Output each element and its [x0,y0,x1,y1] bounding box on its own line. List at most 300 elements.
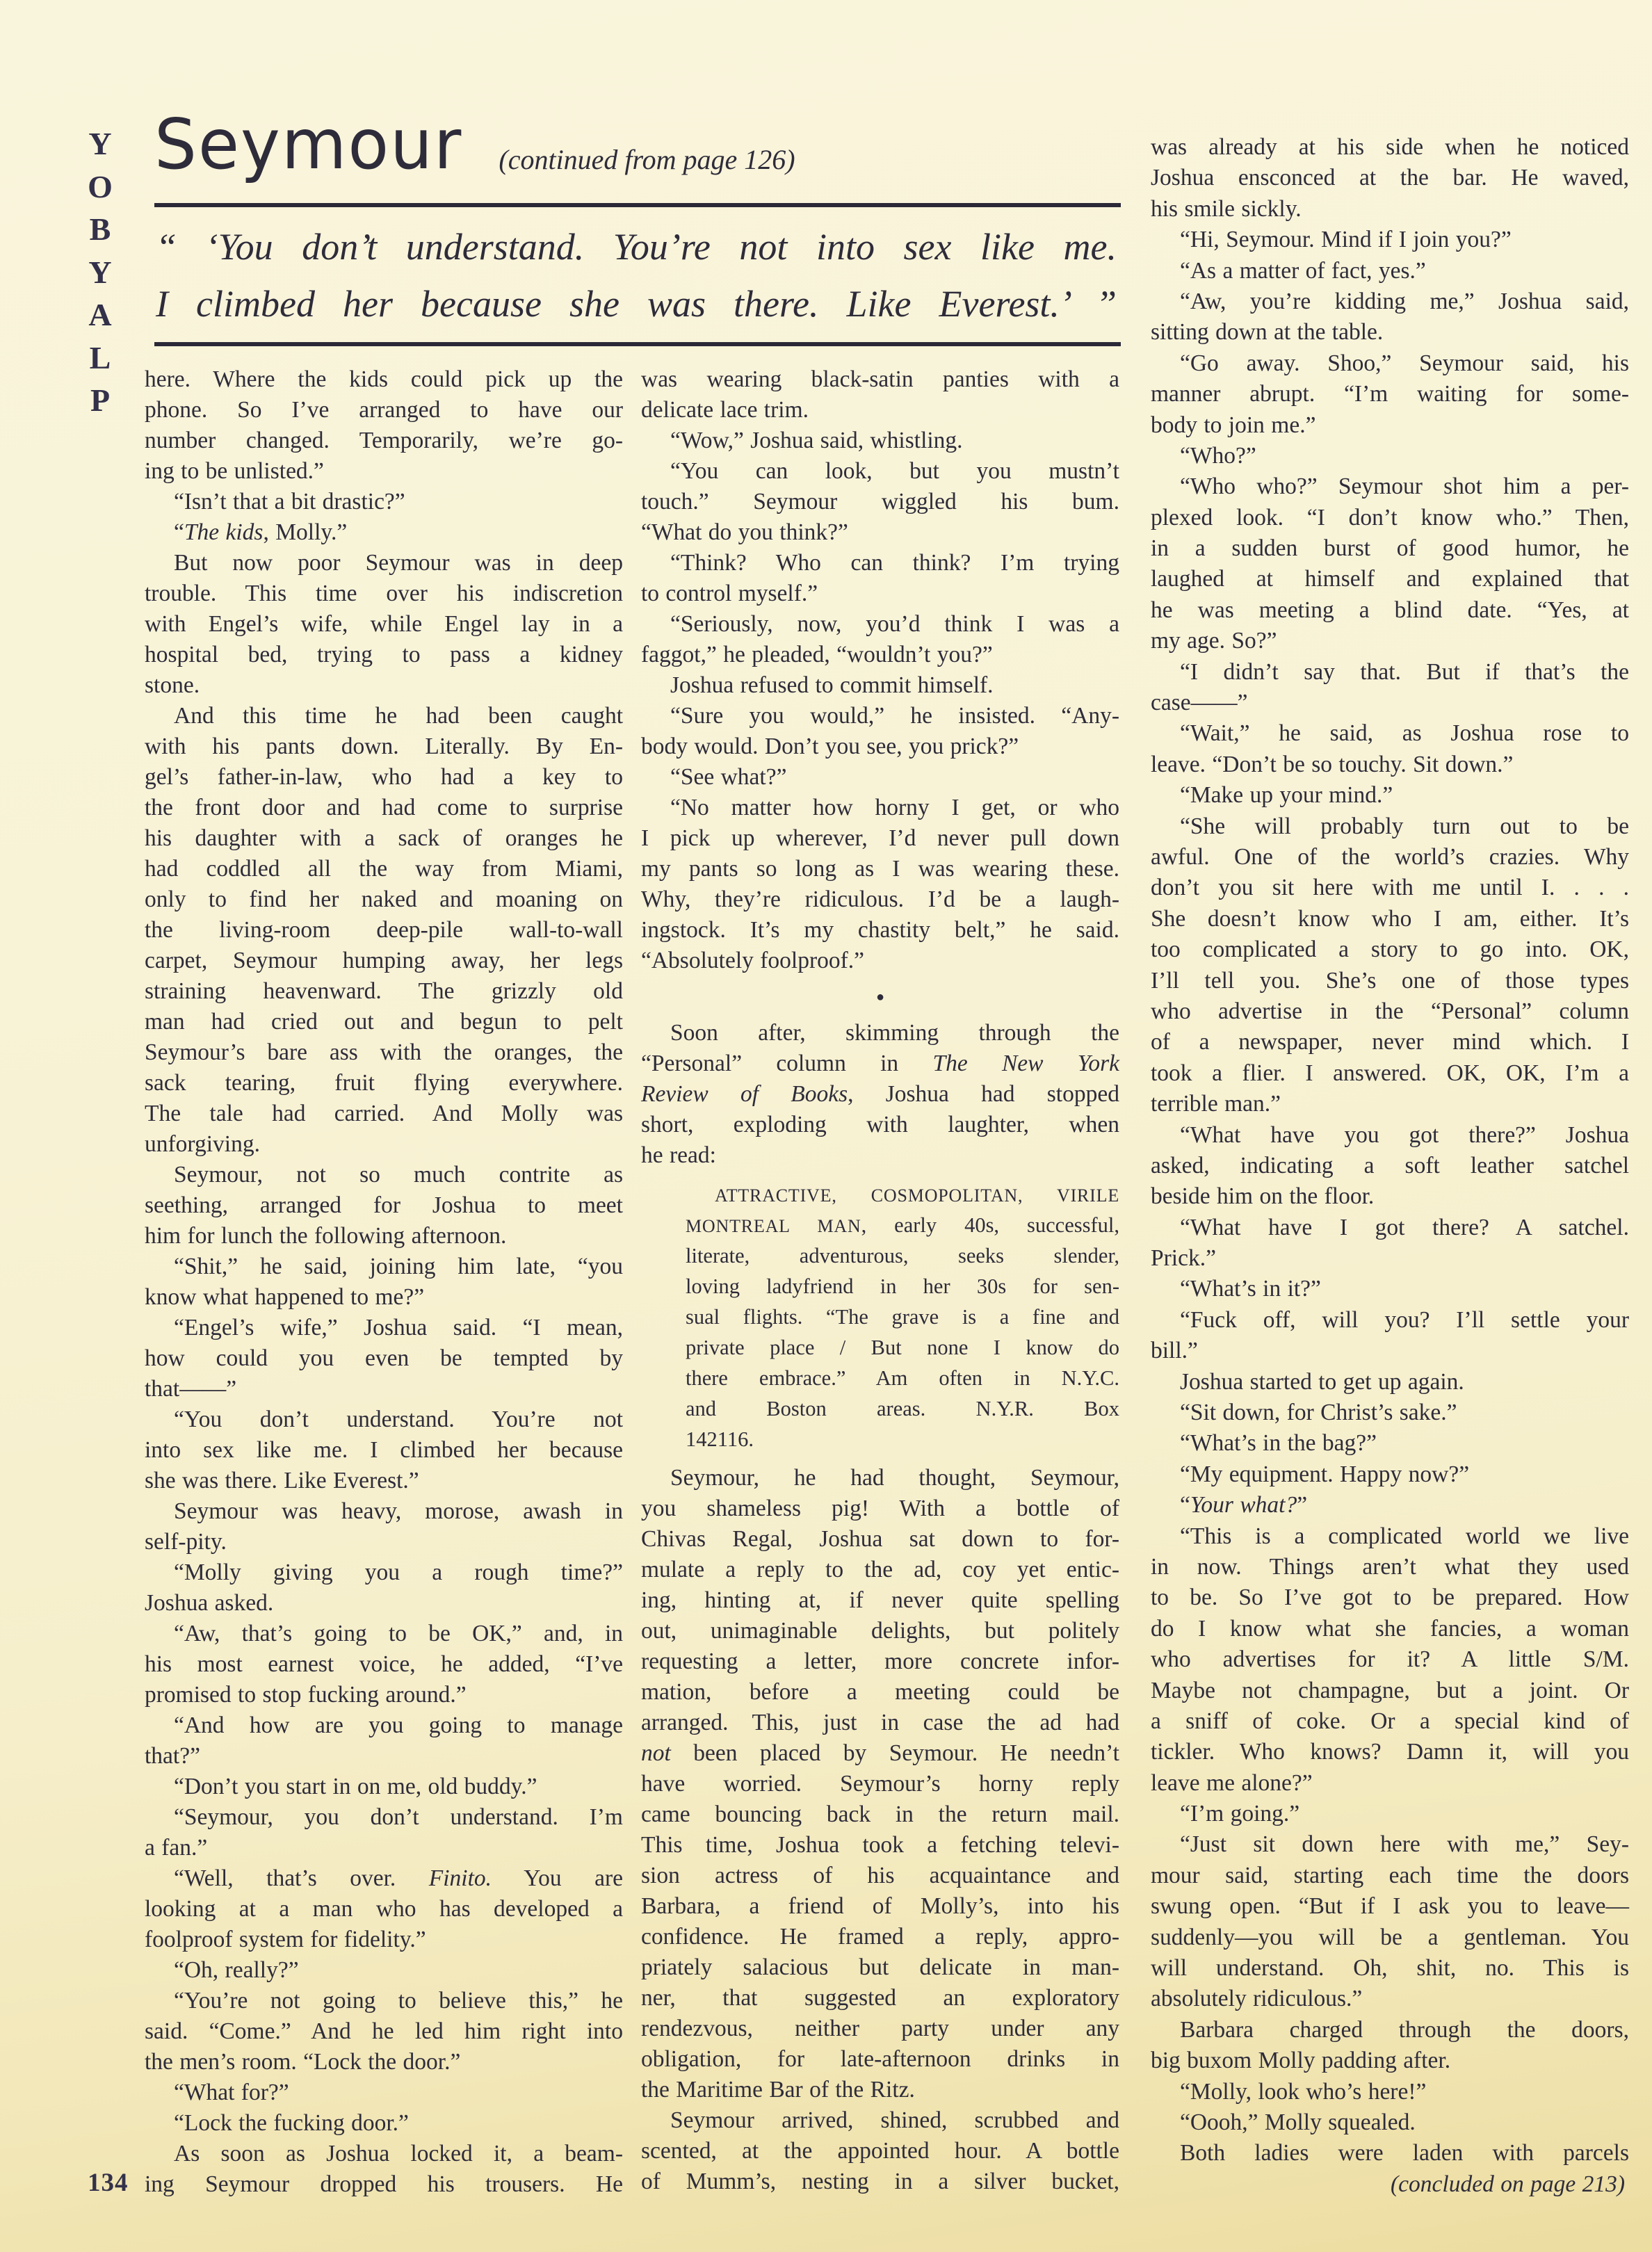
text-column-1 [145,364,623,2200]
text-line [1151,194,1629,225]
small-caps-text: ATTRACTIVE, COSMOPOLITAN, VIRILE [715,1185,1119,1206]
text-line [686,1240,1119,1271]
text-line [145,1619,623,1649]
text-line [641,915,1119,946]
text: “My equipment. Happy now?” [1180,1461,1470,1487]
text: sion actress of his acquaintance and [641,1863,1119,1888]
text-line [145,731,623,762]
text: body would. Don’t you see, you prick?” [641,734,1019,759]
text-line [145,854,623,884]
text-line [1151,1428,1629,1459]
text: “Well, that’s over. [174,1865,429,1891]
text: number changed. Temporarily, we’re go- [145,428,623,453]
text-line [641,1769,1119,1799]
text: said. “Come.” And he led him right into [145,2018,623,2044]
text: Joshua refused to commit himself. [670,672,994,698]
text: “Think? Who can think? I’m trying [670,550,1119,576]
text: “Who?” [1180,442,1256,469]
text-line [145,762,623,793]
text: “Lock the fucking door.” [174,2110,409,2136]
text-line [1151,1953,1629,1984]
text-line [145,1007,623,1037]
text-line [145,1527,623,1557]
text-line [145,1833,623,1863]
text-line [145,1160,623,1190]
text-line [145,1068,623,1099]
text: took a flier. I answered. OK, OK, I’m a [1151,1060,1629,1086]
text-line [1151,1582,1629,1613]
text: mour said, starting each time the doors [1151,1862,1629,1888]
text-line [641,731,1119,762]
text: his smile sickly. [1151,195,1302,222]
text: “Oooh,” Molly squealed. [1180,2109,1416,2135]
text-line [1151,1459,1629,1490]
text-line [686,1271,1119,1302]
text-line [1151,996,1629,1027]
text: unforgiving. [145,1131,260,1157]
text-line [1151,811,1629,842]
text-line [641,609,1119,640]
text: with his pants down. Literally. By En- [145,734,623,759]
masthead [154,104,795,186]
text: stone. [145,672,200,698]
text-line [641,1891,1119,1922]
text: “Molly giving you a rough time?” [174,1560,623,1585]
pull-quote-line: “ ‘You don’t understand. You’re not into sex like me. [156,226,1117,268]
text-line [686,1302,1119,1332]
text: private place / But none I know do [686,1336,1119,1359]
text-line [145,548,623,578]
text: of Mumm’s, nesting in a silver bucket, [641,2169,1119,2194]
text: promised to stop fucking around.” [145,1682,467,1708]
text-line [686,1179,1119,1210]
text-line [1151,533,1629,564]
text: “What have you got there?” Joshua [1180,1121,1629,1148]
text-line [1151,1151,1629,1181]
text: foolproof system for fidelity.” [145,1927,426,1952]
text: suddenly—you will be a gentleman. You [1151,1924,1629,1950]
text-line [641,1616,1119,1646]
text: Both ladies were laden with parcels [1180,2140,1629,2166]
text: mation, before a meeting could be [641,1679,1119,1705]
text-line [641,793,1119,823]
magazine-name-letter: Y [88,254,112,290]
text-line [641,1524,1119,1555]
text-line [641,2075,1119,2105]
text: mulate a reply to the ad, coy yet entic- [641,1557,1119,1582]
text-line [1151,163,1629,193]
text: looking at a man who has developed a [145,1896,623,1922]
text-line [145,1680,623,1710]
text: Barbara, a friend of Molly’s, into his [641,1893,1119,1919]
magazine-name-letter: A [88,297,112,332]
text-line [145,1374,623,1404]
page-number: 134 [88,2169,129,2197]
text: into sex like me. I climbed her because [145,1437,623,1463]
text: will understand. Oh, shit, no. This is [1151,1955,1629,1982]
text: “Just sit down here with me,” Sey- [1180,1831,1629,1858]
text: my age. So?” [1151,628,1277,654]
text-line [145,915,623,946]
continued-from-note: (continued from page 126) [499,144,795,175]
text-line [641,578,1119,609]
text-line [145,1557,623,1588]
text: “Don’t you start in on me, old buddy.” [174,1774,537,1799]
text: rendezvous, neither party under any [641,2016,1119,2041]
text-line [145,1037,623,1068]
text: the men’s room. “Lock the door.” [145,2049,461,2075]
text-line [1151,2077,1629,2107]
text: The tale had carried. And Molly was [145,1101,623,1126]
text-line [145,426,623,456]
text: was wearing black-satin panties with a [641,366,1119,392]
text-line [145,1496,623,1527]
text: Seymour, he had thought, Seymour, [670,1465,1119,1491]
text-line [1151,718,1629,749]
text-line [1151,132,1629,163]
text-line [145,1282,623,1313]
text-line [145,1955,623,1986]
text: “Engel’s wife,” Joshua said. “I mean, [174,1315,623,1340]
text-line [1151,286,1629,317]
text: only to find her naked and moaning on [145,886,623,912]
story-title: Seymour [154,104,463,186]
text-line [641,982,1119,1012]
text-line [145,1986,623,2016]
text-line [145,1129,623,1160]
text: terrible man.” [1151,1091,1281,1117]
text: And this time he had been caught [174,703,623,729]
text-line [1151,873,1629,903]
text: beside him on the floor. [1151,1183,1375,1210]
text: in now. Things aren’t what they used [1151,1553,1629,1580]
text: Seymour arrived, shined, scrubbed and [670,2107,1119,2133]
text: Barbara charged through the doors, [1180,2016,1629,2043]
text: I pick up wherever, I’d never pull down [641,825,1119,851]
magazine-name-letter: Y [88,126,112,161]
text: I’ll tell you. She’s one of those types [1151,967,1629,994]
text-line [686,1332,1119,1363]
small-caps-text: MONTREAL MAN [686,1216,861,1236]
text-line [145,1343,623,1374]
text: know what happened to me?” [145,1284,425,1310]
text-line [641,1952,1119,1983]
text-line [145,456,623,487]
text-line [1151,1243,1629,1274]
text: the front door and had come to surprise [145,795,623,820]
text-line [641,640,1119,670]
text: Why, they’re ridiculous. I’d be a laugh- [641,886,1119,912]
text-line [145,793,623,823]
text-line [1151,966,1629,996]
italic-text: not [641,1740,671,1766]
text-line [1151,503,1629,533]
text-line [641,2014,1119,2044]
text: phone. So I’ve arranged to have our [145,397,623,423]
text-line [641,1079,1119,1110]
text: Joshua asked. [145,1590,274,1616]
text-line [1151,317,1629,348]
text: “Aw, that’s going to be OK,” and, in [174,1621,623,1646]
text-line [1151,780,1629,811]
text: “Sit down, for Christ’s sake.” [1180,1400,1457,1426]
text-line [145,609,623,640]
text-line [145,1313,623,1343]
text: asked, indicating a soft leather satchel [1151,1152,1629,1178]
text: “What for?” [174,2080,289,2105]
italic-text: The kids [184,519,264,545]
text: “Seymour, you don’t understand. I’m [174,1804,623,1830]
text-line [1151,1891,1629,1922]
text-line [1151,1737,1629,1767]
text: you shameless pig! With a bottle of [641,1496,1119,1521]
text-line [1151,1768,1629,1799]
text: that?” [145,1743,200,1769]
text: Maybe not champagne, but a joint. Or [1151,1677,1629,1703]
text-line [1151,1336,1629,1366]
text: Seymour, not so much contrite as [174,1162,623,1188]
text: swung open. “But if I ask you to leave— [1151,1893,1629,1920]
text: a sniff of coke. Or a special kind of [1151,1708,1629,1734]
text: straining heavenward. The grizzly old [145,978,623,1004]
text: ● [875,989,885,1005]
text-line [641,1738,1119,1769]
text-line [641,395,1119,426]
text-line [1151,379,1629,410]
text: short, exploding with laughter, when [641,1112,1119,1137]
text-line [641,2166,1119,2197]
text: delicate lace trim. [641,397,809,423]
text-line [145,2108,623,2139]
text: sack tearing, fruit flying everywhere. [145,1070,623,1096]
text-line [145,364,623,395]
text-line [145,2169,623,2200]
text: a fan.” [145,1835,208,1861]
text: ing, hinting at, if never quite spelling [641,1587,1119,1613]
text: “Shit,” he said, joining him late, “you [174,1254,623,1279]
text: was already at his side when he noticed [1151,134,1629,160]
text: plexed look. “I don’t know who.” Then, [1151,504,1629,530]
text: tickler. Who knows? Damn it, will you [1151,1739,1629,1765]
text: how could you even be tempted by [145,1345,623,1371]
text: “Hi, Seymour. Mind if I join you?” [1180,227,1512,253]
text-line [1151,441,1629,471]
text: , Joshua had stopped [848,1081,1119,1107]
text-line [145,2016,623,2047]
text-line [641,670,1119,701]
text: here. Where the kids could pick up the [145,366,623,392]
text: She doesn’t know who I am, either. It’s [1151,905,1629,932]
text-line [145,487,623,517]
text-line [145,2077,623,2108]
text-line [641,364,1119,395]
text: he was meeting a blind date. “Yes, at [1151,597,1629,623]
text-line [1151,1490,1629,1521]
text-line [1151,1274,1629,1304]
text-line [145,640,623,670]
text-line [145,1404,623,1435]
text: “ [1180,1492,1190,1518]
text-line [641,456,1119,487]
text-line [1151,564,1629,594]
text-line [145,1190,623,1221]
text: hospital bed, trying to pass a kidney [145,642,623,667]
text: manner abrupt. “I’m waiting for some- [1151,381,1629,407]
text-line [641,1983,1119,2014]
text: his most earnest voice, he added, “I’ve [145,1651,623,1677]
text: “Absolutely foolproof.” [641,948,865,973]
text-line [145,517,623,548]
text-line [686,1210,1119,1240]
text: who advertises for it? A little S/M. [1151,1646,1629,1673]
pull-quote-line: I climbed her because she was there. Like Everest.’ ” [156,283,1117,325]
text-line [1151,1984,1629,2014]
text: “Personal” column in [641,1051,933,1076]
text: “Isn’t that a bit drastic?” [174,489,405,515]
text-line [641,1110,1119,1140]
text-line [1151,2046,1629,2076]
text: “What do you think?” [641,519,848,545]
text-line [1151,471,1629,502]
text-line [641,426,1119,456]
magazine-name-letter: P [90,382,111,418]
text-line [641,1830,1119,1861]
text-line [1151,1799,1629,1829]
text: sitting down at the table. [1151,319,1384,346]
text: seething, arranged for Joshua to meet [145,1192,623,1218]
text: the living-room deep-pile wall-to-wall [145,917,623,943]
text: “She will probably turn out to be [1180,813,1629,839]
text: (concluded on page 213) [1391,2171,1625,2197]
text: Soon after, skimming through the [670,1020,1119,1046]
text-line [641,1861,1119,1891]
italic-text: The New York [932,1051,1119,1076]
text-line [641,1493,1119,1524]
text: sual flights. “The grave is a fine and [686,1305,1119,1329]
text: she was there. Like Everest.” [145,1468,419,1493]
text: of a newspaper, never mind which. I [1151,1029,1629,1055]
text-line [641,884,1119,915]
text-column-2 [641,364,1119,2197]
text: Prick.” [1151,1245,1216,1272]
text: “I’m going.” [1180,1801,1300,1827]
text: “What have I got there? A satchel. [1180,1214,1629,1240]
text-line [641,1585,1119,1616]
text-line [145,1802,623,1833]
text: bill.” [1151,1338,1198,1364]
text: This time, Joshua took a fetching televi- [641,1832,1119,1858]
text-line [1151,348,1629,379]
text-line [1151,688,1629,718]
text: priately salacious but delicate in man- [641,1954,1119,1980]
text-line [145,1863,623,1894]
text-line [1151,1614,1629,1644]
text-line [1151,595,1629,626]
text-line [1151,904,1629,934]
text: do I know what she fancies, a woman [1151,1615,1629,1642]
horizontal-rule-bottom [154,342,1121,346]
text: Seymour’s bare ass with the oranges, the [145,1039,623,1065]
text-line [145,670,623,701]
text-line [641,2044,1119,2075]
text: to control myself.” [641,581,818,606]
text: requesting a letter, more concrete infor- [641,1649,1119,1674]
pull-quote [156,218,1117,332]
text: “See what?” [670,764,787,790]
text-line [641,517,1119,548]
text-line [145,2139,623,2169]
text-line [1151,626,1629,656]
horizontal-rule-top [154,203,1121,207]
text-line [1151,1367,1629,1398]
text: “You can look, but you mustn’t [670,458,1119,484]
text-line [1151,1922,1629,1953]
text: with Engel’s wife, while Engel lay in a [145,611,623,637]
text: too complicated a story to go into. OK, [1151,937,1629,963]
text: “Fuck off, will you? I’ll settle your [1180,1306,1629,1333]
text: case——” [1151,690,1248,716]
text-line [641,1555,1119,1585]
text-line [145,1435,623,1466]
text: “Wait,” he said, as Joshua rose to [1180,720,1629,747]
text-line [641,823,1119,854]
text-line [1151,256,1629,286]
text-line [145,1710,623,1741]
text-line [145,578,623,609]
text: carpet, Seymour humping away, her legs [145,948,623,973]
italic-text: Your what? [1190,1492,1297,1518]
text: and Boston areas. N.Y.R. Box [686,1397,1119,1420]
text: “Make up your mind.” [1180,782,1393,809]
text: don’t you sit here with me until I. . . . [1151,875,1629,901]
text-column-3 [1151,132,1629,2200]
text: literate, adventurous, seeks slender, [686,1244,1119,1267]
text: body to join me.” [1151,412,1316,438]
magazine-name-letter: O [88,168,113,204]
text-line [641,1677,1119,1708]
text: As soon as Joshua locked it, a beam- [174,2141,623,2166]
text-line [1151,2107,1629,2138]
text-line [1151,1552,1629,1582]
text-line [686,1363,1119,1393]
text: “Oh, really?” [174,1957,299,1983]
text: ing to be unlisted.” [145,458,324,484]
text-line [1151,2138,1629,2169]
text: there embrace.” Am often in N.Y.C. [686,1366,1119,1390]
text-line [641,701,1119,731]
text-line [145,1099,623,1129]
text: his daughter with a sack of oranges he [145,825,623,851]
text: “Sure you would,” he insisted. “Any- [670,703,1119,729]
text-line [1151,1521,1629,1552]
text: that——” [145,1376,237,1402]
text-line [641,1708,1119,1738]
text: gel’s father-in-law, who had a key to [145,764,623,790]
text-line [145,1649,623,1680]
text-line [1151,1706,1629,1737]
text-line [1151,1089,1629,1119]
text: trouble. This time over his indiscretion [145,581,623,606]
text-line [145,1741,623,1772]
text: , Molly.” [263,519,348,545]
text: absolutely ridiculous.” [1151,1986,1363,2012]
text-line [145,395,623,426]
text-line [641,854,1119,884]
text-line [145,823,623,854]
text: leave me alone?” [1151,1769,1313,1796]
text-line [1151,1181,1629,1212]
text: to be. So I’ve got to be prepared. How [1151,1585,1629,1611]
